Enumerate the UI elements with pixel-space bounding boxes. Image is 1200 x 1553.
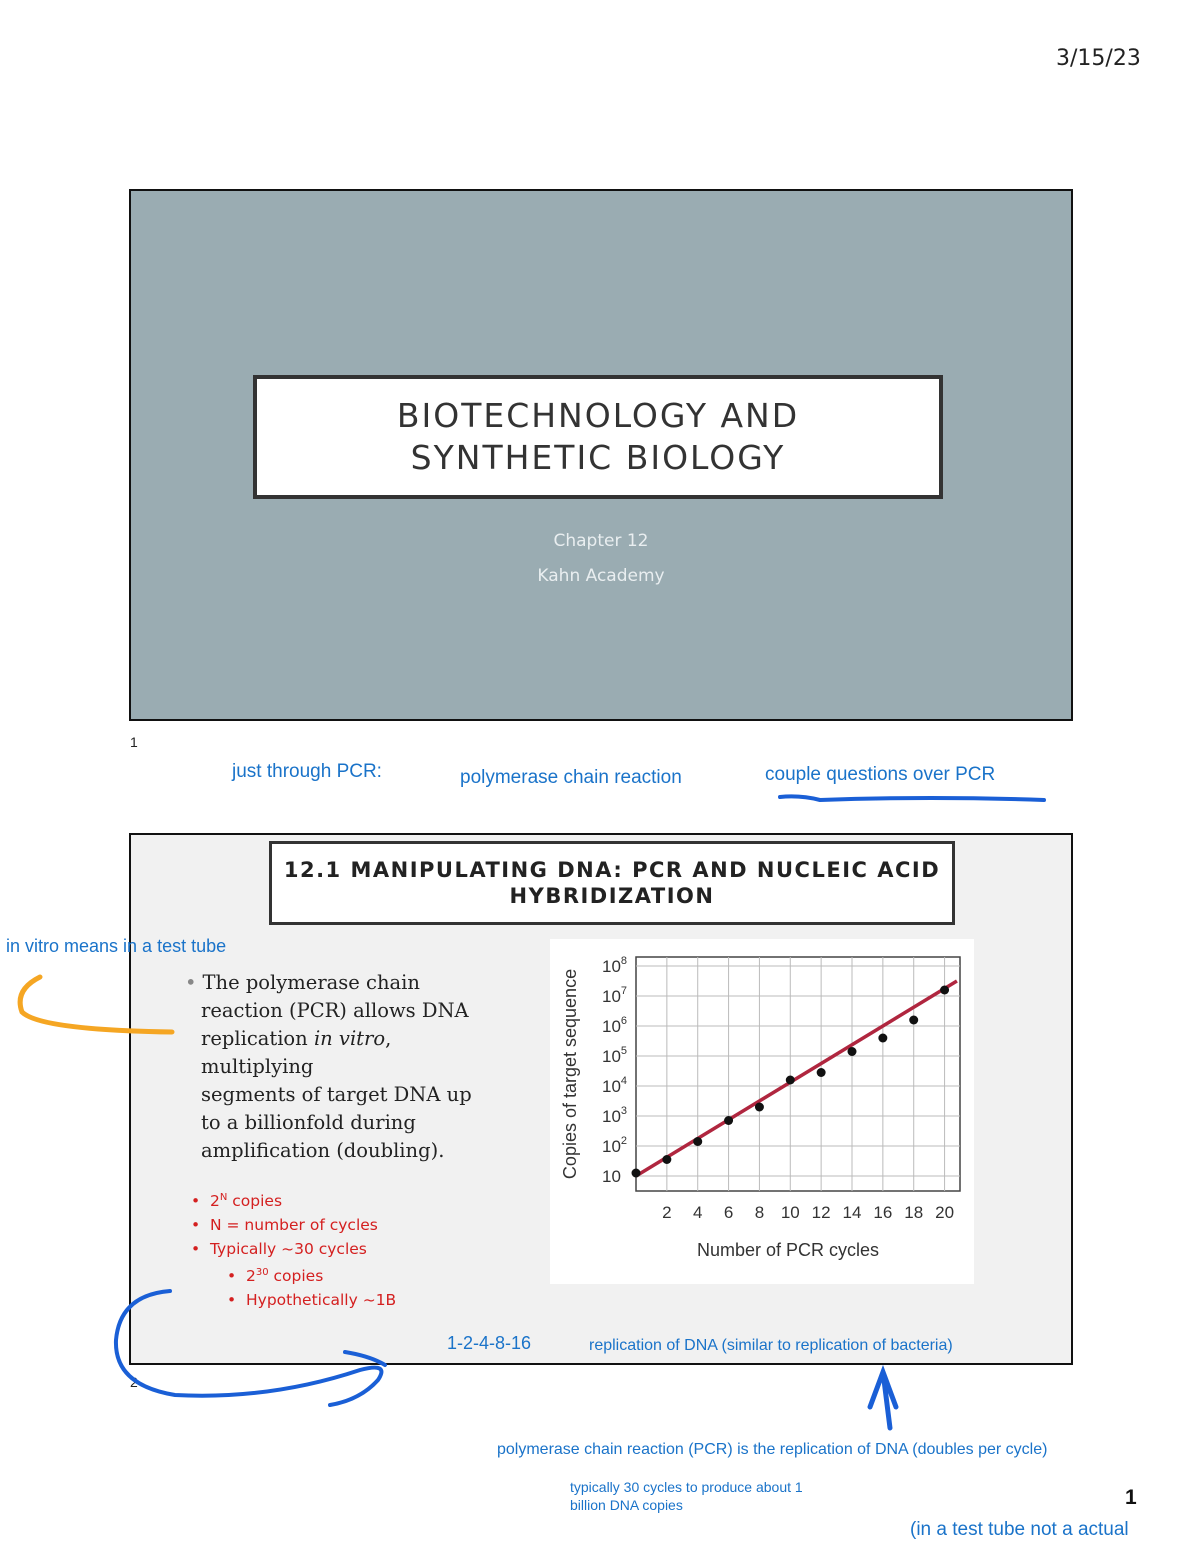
x-tick-label: 2 — [662, 1203, 672, 1222]
x-tick-label: 4 — [692, 1203, 703, 1222]
red-item: • $2^{30}$ copies — [227, 1267, 324, 1286]
x-tick-label: 20 — [935, 1203, 955, 1222]
y-tick-label: $10^2$ — [602, 1135, 628, 1156]
highlighter-bracket-stroke — [20, 977, 172, 1032]
note-couple-questions: couple questions over PCR — [765, 764, 996, 785]
note-typically-2: billion DNA copies — [570, 1497, 683, 1513]
slide-header-line-2: HYBRIDIZATION — [509, 884, 715, 908]
y-tick-label: $10^6$ — [602, 1015, 628, 1036]
note-typically-1: typically 30 cycles to produce about 1 — [570, 1479, 803, 1495]
x-tick-label: 10 — [780, 1203, 800, 1222]
bullet-dot: • — [185, 971, 197, 994]
red-item: • Hypothetically ~1B — [227, 1291, 397, 1310]
slide-number-1: 1 — [130, 734, 138, 750]
up-arrow-stroke — [870, 1372, 896, 1428]
slide-title-line-1: BIOTECHNOLOGY AND — [396, 396, 800, 435]
note-replication: replication of DNA (similar to replication of bacteria) — [589, 1337, 953, 1354]
y-tick-label: $10^7$ — [602, 985, 628, 1006]
body-line: to a billionfold during — [201, 1111, 416, 1134]
body-line: reaction (PCR) allows DNA — [201, 999, 469, 1022]
slide-subtitle-chapter: Chapter 12 — [553, 531, 649, 551]
slide-header-line-1: 12.1 MANIPULATING DNA: PCR AND NUCLEIC ACID — [283, 858, 941, 882]
red-item: • Typically ~30 cycles — [191, 1240, 367, 1259]
slide-title-line-2: SYNTHETIC BIOLOGY — [410, 438, 786, 477]
y-tick-label: $10^8$ — [602, 955, 628, 976]
note-test-tube: (in a test tube not a actual — [910, 1519, 1129, 1540]
note-sequence: 1-2-4-8-16 — [447, 1333, 532, 1353]
note-just-through-pcr: just through PCR: — [232, 761, 382, 782]
y-tick-label: 10 — [602, 1167, 621, 1186]
red-item: • $2^N$ copies — [191, 1192, 283, 1211]
x-tick-label: 12 — [811, 1203, 831, 1222]
page-date: 3/15/23 — [1056, 46, 1141, 71]
slide-number-2: 2 — [130, 1374, 138, 1390]
x-tick-label: 6 — [723, 1203, 734, 1222]
slide-subtitle-source: Kahn Academy — [537, 566, 665, 586]
x-tick-label: 14 — [842, 1203, 862, 1222]
x-axis-label: Number of PCR cycles — [696, 1240, 880, 1260]
note-polymerase-chain-reaction: polymerase chain reaction — [460, 767, 682, 788]
body-line: amplification (doubling). — [201, 1139, 445, 1162]
y-tick-label: $10^5$ — [602, 1045, 628, 1066]
note-pcr-is: polymerase chain reaction (PCR) is the replication of DNA (doubles per cycle) — [497, 1441, 1048, 1458]
x-tick-label: 8 — [754, 1203, 765, 1222]
body-line: The polymerase chain — [202, 971, 420, 994]
note-in-vitro: in vitro means in a test tube — [6, 936, 227, 956]
x-tick-label: 16 — [873, 1203, 893, 1222]
body-line: segments of target DNA up — [201, 1083, 472, 1106]
red-item: • N = number of cycles — [191, 1216, 378, 1235]
page-number: 1 — [1125, 1486, 1137, 1509]
x-tick-label: 18 — [904, 1203, 924, 1222]
y-axis-label: Copies of target sequence — [560, 968, 580, 1180]
loop-arrow-stroke — [116, 1291, 385, 1405]
y-tick-label: $10^4$ — [602, 1075, 628, 1096]
underline-stroke — [780, 796, 1044, 800]
body-line: replication in vitro, multiplying — [201, 1027, 392, 1078]
y-tick-label: $10^3$ — [602, 1105, 628, 1126]
